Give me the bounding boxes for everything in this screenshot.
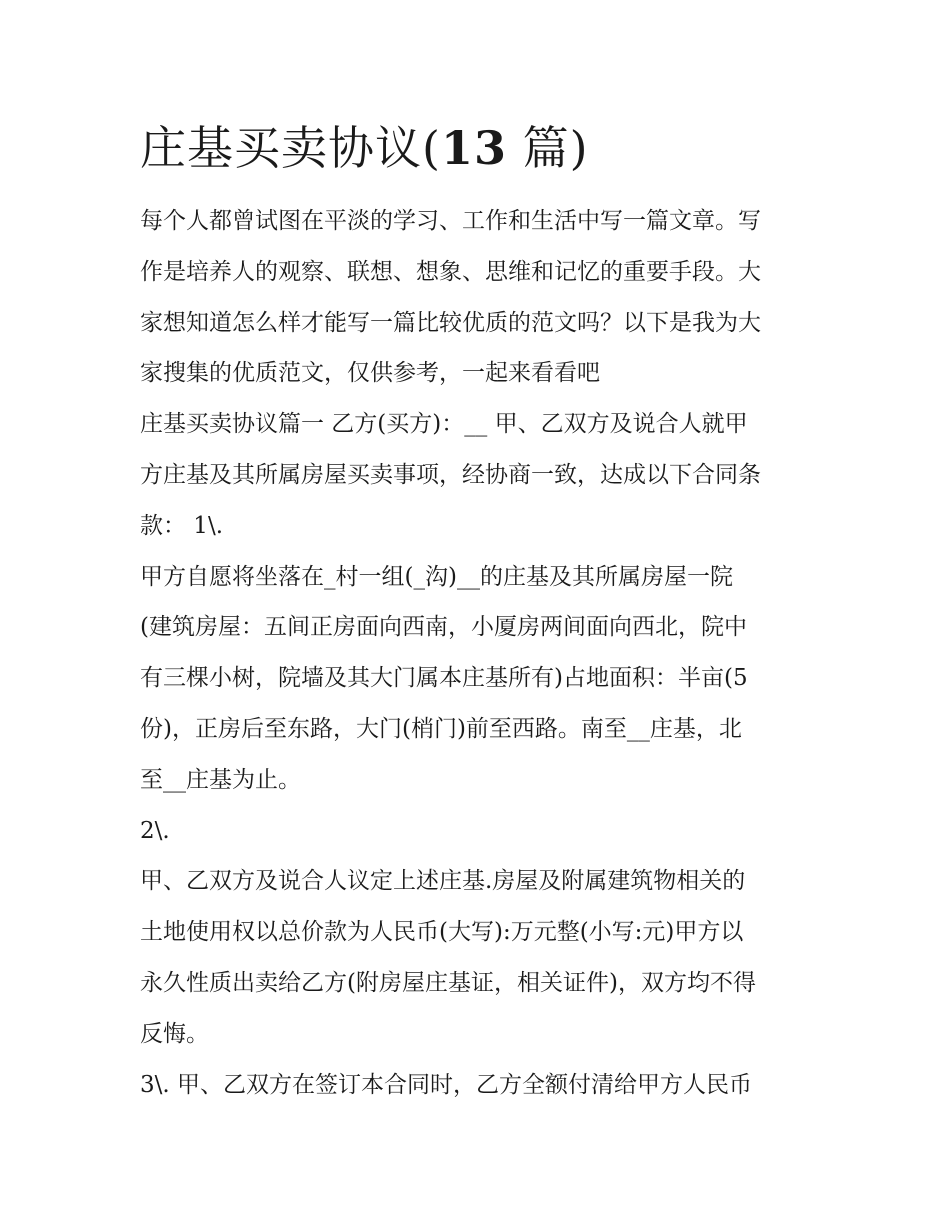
title-suffix: 篇): [506, 121, 589, 175]
title-prefix: 庄基买卖协议(: [140, 121, 441, 175]
text-line: 至__庄基为止。: [140, 766, 301, 793]
document-body: [140, 196, 815, 1110]
text-line: 土地使用权以总价款为人民币(大写):万元整(小写:元)甲方以: [140, 919, 744, 946]
text-line: 款： 1\.: [140, 512, 224, 539]
text-line: 每个人都曾试图在平淡的学习、工作和生活中写一篇文章。写: [140, 208, 761, 234]
text-line: 方庄基及其所属房屋买卖事项，经协商一致，达成以下合同条: [140, 461, 761, 488]
document-page: [140, 112, 815, 1110]
text-line: 有三棵小树，院墙及其大门属本庄基所有)占地面积：半亩(5: [140, 665, 748, 692]
paragraph: [140, 1060, 815, 1111]
text-line: 2\.: [140, 817, 170, 844]
text-line: 甲、乙双方及说合人议定上述庄基.房屋及附属建筑物相关的: [140, 868, 746, 895]
title-number: 13: [440, 121, 507, 175]
text-line: 份)，正房后至东路，大门(梢门)前至西路。南至__庄基，北: [140, 715, 742, 742]
document-title: [140, 112, 815, 184]
text-line: 作是培养人的观察、联想、想象、思维和记忆的重要手段。大: [140, 258, 761, 285]
text-line: (建筑房屋：五间正房面向西南，小厦房两间面向西北，院中: [140, 614, 747, 641]
text-line: 家想知道怎么样才能写一篇比较优质的范文吗？以下是我为大: [140, 309, 761, 336]
paragraph: [140, 399, 815, 551]
text-line: 甲方自愿将坐落在_村一组(_沟)__的庄基及其所属房屋一院: [140, 563, 733, 590]
paragraph: [140, 552, 815, 806]
paragraph: [140, 856, 815, 1059]
text-line: 反悔。: [140, 1020, 209, 1047]
text-line: 家搜集的优质范文，仅供参考，一起来看看吧: [140, 360, 600, 387]
text-line: 永久性质出卖给乙方(附房屋庄基证，相关证件)，双方均不得: [140, 969, 756, 996]
text-line: 3\. 甲、乙双方在签订本合同时，乙方全额付清给甲方人民币: [140, 1071, 753, 1098]
paragraph: [140, 806, 815, 857]
paragraph: [140, 196, 815, 399]
text-line: 庄基买卖协议篇一 乙方(买方)：__ 甲、乙双方及说合人就甲: [140, 411, 748, 438]
